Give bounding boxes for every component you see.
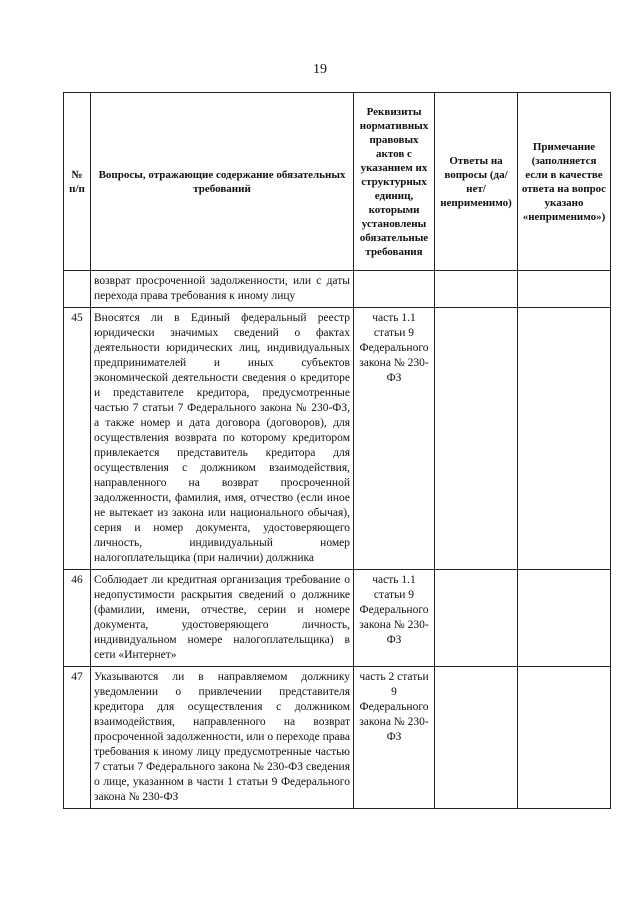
row-num: 46 [64,570,91,667]
page-number: 19 [313,62,327,77]
row-num [64,271,91,308]
row-note [518,667,611,809]
table-header-row [64,93,611,271]
header-requisites: Реквизиты нормативных правовых актов с указанием их структурных единиц, которыми установлены обязательные требования [354,93,435,271]
row-requisites [354,271,435,308]
table-row [64,271,611,308]
row-note [518,570,611,667]
header-num: № п/п [64,93,91,271]
row-question: Указываются ли в направляемом должнику уведомлении о привлечении представителя кредитора для осуществления с должником взаимодействия, направленного на возврат просроченной задолженности, или о переходе права требования к иному лицу предусмотренные частью 7 статьи 7 Федерального закона № 230-ФЗ сведения о лице, указанном в части 1 статьи 9 Федерального закона № 230-ФЗ [91,667,354,809]
requirements-table [63,92,611,809]
row-num: 45 [64,308,91,570]
table-row [64,667,611,809]
header-note: Примечание (заполняется если в качестве ответа на вопрос указано «неприменимо») [518,93,611,271]
row-answer [435,308,518,570]
row-answer [435,271,518,308]
table-row [64,308,611,570]
row-requisites: часть 2 статьи 9 Федерального закона № 230-ФЗ [354,667,435,809]
row-requisites: часть 1.1 статьи 9 Федерального закона № 230-ФЗ [354,570,435,667]
header-answers: Ответы на вопросы (да/нет/ неприменимо) [435,93,518,271]
row-question: Вносятся ли в Единый федеральный реестр юридически значимых сведений о фактах деятельности юридических лиц, индивидуальных предпринимателей и иных субъектов экономической деятельности сведения о кредиторе и представителе кредитора, предусмотренные частью 7 статьи 7 Федерального закона № 230-ФЗ, а также номер и дата договора (договоров), для осуществления возврата по которому кредитором привлекается представитель кредитора для осуществления с должником взаимодействия, направленного на возврат просроченной задолженности, фамилия, имя, отчество (если иное не вытекает из закона или национального обычая), серия и номер документа, удостоверяющего личность, индивидуальный номер налогоплательщика (при наличии) должника [91,308,354,570]
row-note [518,308,611,570]
row-question: возврат просроченной задолженности, или с даты перехода права требования к иному лицу [91,271,354,308]
header-question: Вопросы, отражающие содержание обязательных требований [91,93,354,271]
row-requisites: часть 1.1 статьи 9 Федерального закона № 230-ФЗ [354,308,435,570]
row-answer [435,570,518,667]
row-num: 47 [64,667,91,809]
row-question: Соблюдает ли кредитная организация требование о недопустимости раскрытия сведений о должнике (фамилии, имени, отчестве, серии и номере документа, удостоверяющего личность, индивидуальном номере налогоплательщика) в сети «Интернет» [91,570,354,667]
table-row [64,570,611,667]
row-answer [435,667,518,809]
row-note [518,271,611,308]
